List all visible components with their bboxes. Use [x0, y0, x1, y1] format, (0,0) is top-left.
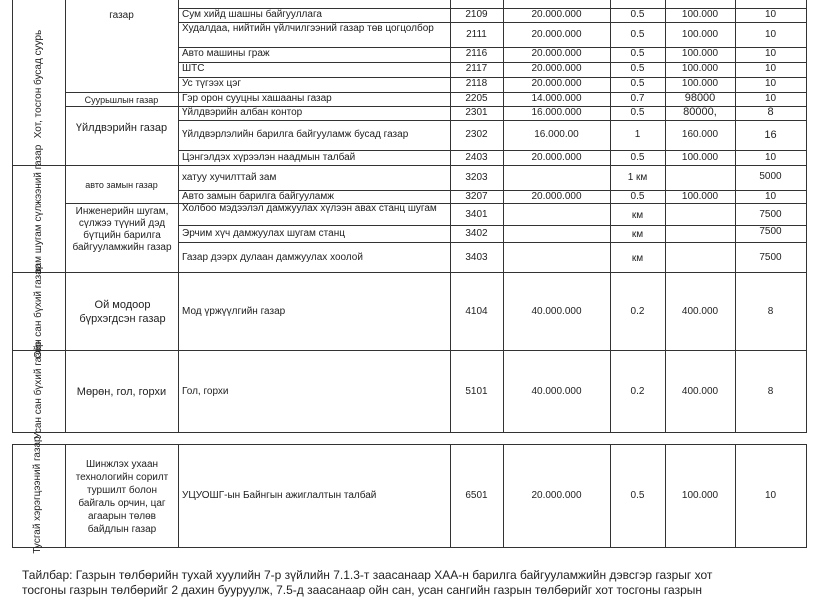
last-value: 10	[764, 191, 777, 202]
fee-value: 100.000	[681, 78, 719, 89]
base-price: 40.000.000	[531, 386, 582, 397]
fee-value: 100.000	[681, 48, 719, 59]
last-value: 8	[767, 306, 774, 317]
coefficient: 1	[634, 129, 641, 140]
last-value: 8	[767, 106, 774, 118]
last-value: 10	[764, 152, 777, 163]
coefficient: 0.7	[630, 93, 645, 104]
last-value: 7500	[759, 209, 782, 220]
fee-value: 80000,	[683, 106, 717, 118]
base-price: 20.000.000	[531, 48, 582, 59]
fee-value: 400.000	[681, 306, 719, 317]
footnote-line-1: Тайлбар: Газрын төлбөрийн тухай хуулийн 7-р зүйлийн 7.1.3-т заасанаар ХАА-н барилга байгууламжийн дэвсгэр газрыг хот	[22, 568, 713, 582]
subgroup-label-industrial: Үйлдвэрийн газар	[75, 122, 168, 134]
coefficient: 0.5	[630, 9, 645, 20]
base-price: 20.000.000	[531, 29, 582, 40]
land-code: 2109	[465, 9, 488, 20]
group-label-settlement: Хот, тосгон бусад суурь	[33, 29, 44, 139]
fee-value: 100.000	[681, 152, 719, 163]
fee-value: 100.000	[681, 29, 719, 40]
fee-value: 100.000	[681, 191, 719, 202]
land-use-name: Цэнгэлдэх хүрээлэн наадмын талбай	[182, 152, 356, 163]
land-use-name: Худалдаа, нийтийн үйлчилгээний газар төв цогцолбор	[182, 23, 434, 34]
coefficient: 0.2	[630, 306, 645, 317]
base-price: 20.000.000	[531, 78, 582, 89]
last-value: 16	[764, 129, 777, 141]
land-code: 2302	[465, 129, 488, 140]
group-label-forest: Ойн сан бүхий газар	[33, 263, 44, 359]
group-label-roads: зам шугам сүлжээний газар	[33, 144, 44, 273]
land-code: 5101	[465, 386, 488, 397]
land-use-name: Газар дээрх дулаан дамжуулах хоолой	[182, 252, 363, 263]
land-code: 2117	[465, 63, 488, 74]
land-use-name: Гэр орон сууцны хашааны газар	[182, 93, 332, 104]
last-value: 10	[764, 29, 777, 40]
land-code: 2205	[465, 93, 488, 104]
coefficient: 0.5	[630, 490, 645, 501]
land-code: 3402	[465, 228, 488, 239]
coefficient: км	[631, 253, 644, 264]
coefficient: 0.5	[630, 152, 645, 163]
coefficient: 0.5	[630, 63, 645, 74]
coefficient: 0.5	[630, 107, 645, 118]
subgroup-label-rivers: Мөрөн, гол, горхи	[76, 386, 167, 398]
base-price: 16.000.000	[531, 107, 582, 118]
land-code: 6501	[465, 490, 488, 501]
base-price: 16.000.00	[534, 129, 579, 140]
footnote	[22, 568, 712, 598]
fee-value: 100.000	[681, 9, 719, 20]
land-code: 3207	[465, 191, 488, 202]
subgroup-label-forest: Ой модоор бүрхэгдсэн газар	[79, 299, 166, 325]
fee-value: 100.000	[681, 63, 719, 74]
coefficient: 0.5	[630, 48, 645, 59]
land-use-name: УЦУОШГ-ын Байнгын ажиглалтын талбай	[182, 490, 377, 501]
last-value: 10	[764, 63, 777, 74]
land-code: 2116	[465, 48, 488, 59]
fee-value: 400.000	[681, 386, 719, 397]
coefficient: 0.5	[630, 78, 645, 89]
group-label-water: Усан сан бүхий газар	[33, 341, 44, 439]
base-price: 20.000.000	[531, 9, 582, 20]
fee-value: 100.000	[681, 490, 719, 501]
land-use-name: Гол, горхи	[182, 386, 229, 397]
base-price: 40.000.000	[531, 306, 582, 317]
land-use-name: Мод үржүүлгийн газар	[182, 306, 286, 317]
land-use-name: Сум хийд шашны байгууллага	[182, 9, 322, 20]
coefficient: 1 км	[627, 172, 648, 183]
coefficient: км	[631, 210, 644, 221]
last-value: 10	[764, 78, 777, 89]
last-value: 10	[764, 9, 777, 20]
land-code: 3403	[465, 252, 488, 263]
subgroup-label-engineering: Инженерийн шугам, сүлжээ түүний дэд бүтцийн барилга байгууламжийн газар	[72, 206, 172, 253]
base-price: 20.000.000	[531, 152, 582, 163]
last-value: 7500	[759, 226, 782, 237]
last-value: 10	[764, 48, 777, 59]
land-use-name: Авто машины граж	[182, 48, 270, 59]
base-price: 14.000.000	[531, 93, 582, 104]
base-price: 20.000.000	[531, 63, 582, 74]
land-use-name: ШТС	[182, 63, 205, 74]
land-use-name: Үйлдвэрлэлийн барилга байгууламж бусад газар	[182, 129, 409, 140]
footnote-line-2: тосгоны газрын төлбөрийг 2 дахин бууруулж, 7.5-д заасанаар ойн сан, усан сангийн газрын төлбөрийг хот тосгоны газрын	[22, 583, 703, 597]
subgroup-label-top: газар	[109, 10, 134, 21]
land-use-name: Эрчим хүч дамжуулах шугам станц	[182, 228, 345, 239]
land-use-name: Ус түгээх цэг	[182, 78, 242, 89]
land-code: 3401	[465, 209, 488, 220]
subgroup-label-road: авто замын газар	[85, 180, 158, 190]
group-label-special: Тусгай хэрэгцээний газар	[32, 436, 43, 554]
land-code: 2118	[465, 78, 488, 89]
last-value: 10	[764, 93, 777, 104]
fee-value: 160.000	[681, 129, 719, 140]
last-value: 7500	[759, 252, 782, 263]
last-value: 10	[764, 490, 777, 501]
coefficient: 0.5	[630, 191, 645, 202]
last-value: 8	[767, 386, 774, 397]
fee-value: 98000	[684, 92, 716, 104]
last-value: 5000	[759, 171, 782, 182]
land-code: 4104	[465, 306, 488, 317]
land-use-name: хатуу хучилттай зам	[182, 172, 277, 183]
subgroup-label-science: Шинжлэх ухаан технологийн сорилт туршилт болон байгаль орчин, цаг агаарын төлөв байдлын газар	[75, 459, 169, 535]
base-price: 20.000.000	[531, 490, 582, 501]
land-use-name: Холбоо мэдээлэл дамжуулах хүлээн авах станц шугам	[182, 203, 437, 214]
base-price: 20.000.000	[531, 191, 582, 202]
land-use-name: Авто замын барилга байгууламж	[182, 191, 334, 202]
land-use-name: Үйлдвэрийн албан контор	[182, 107, 303, 118]
land-code: 3203	[465, 172, 488, 183]
coefficient: 0.2	[630, 386, 645, 397]
land-code: 2301	[465, 107, 488, 118]
land-code: 2111	[466, 29, 487, 40]
subgroup-label-residential: Суурьшлын газар	[84, 95, 159, 105]
coefficient: 0.5	[630, 29, 645, 40]
land-code: 2403	[465, 152, 488, 163]
coefficient: км	[631, 229, 644, 240]
